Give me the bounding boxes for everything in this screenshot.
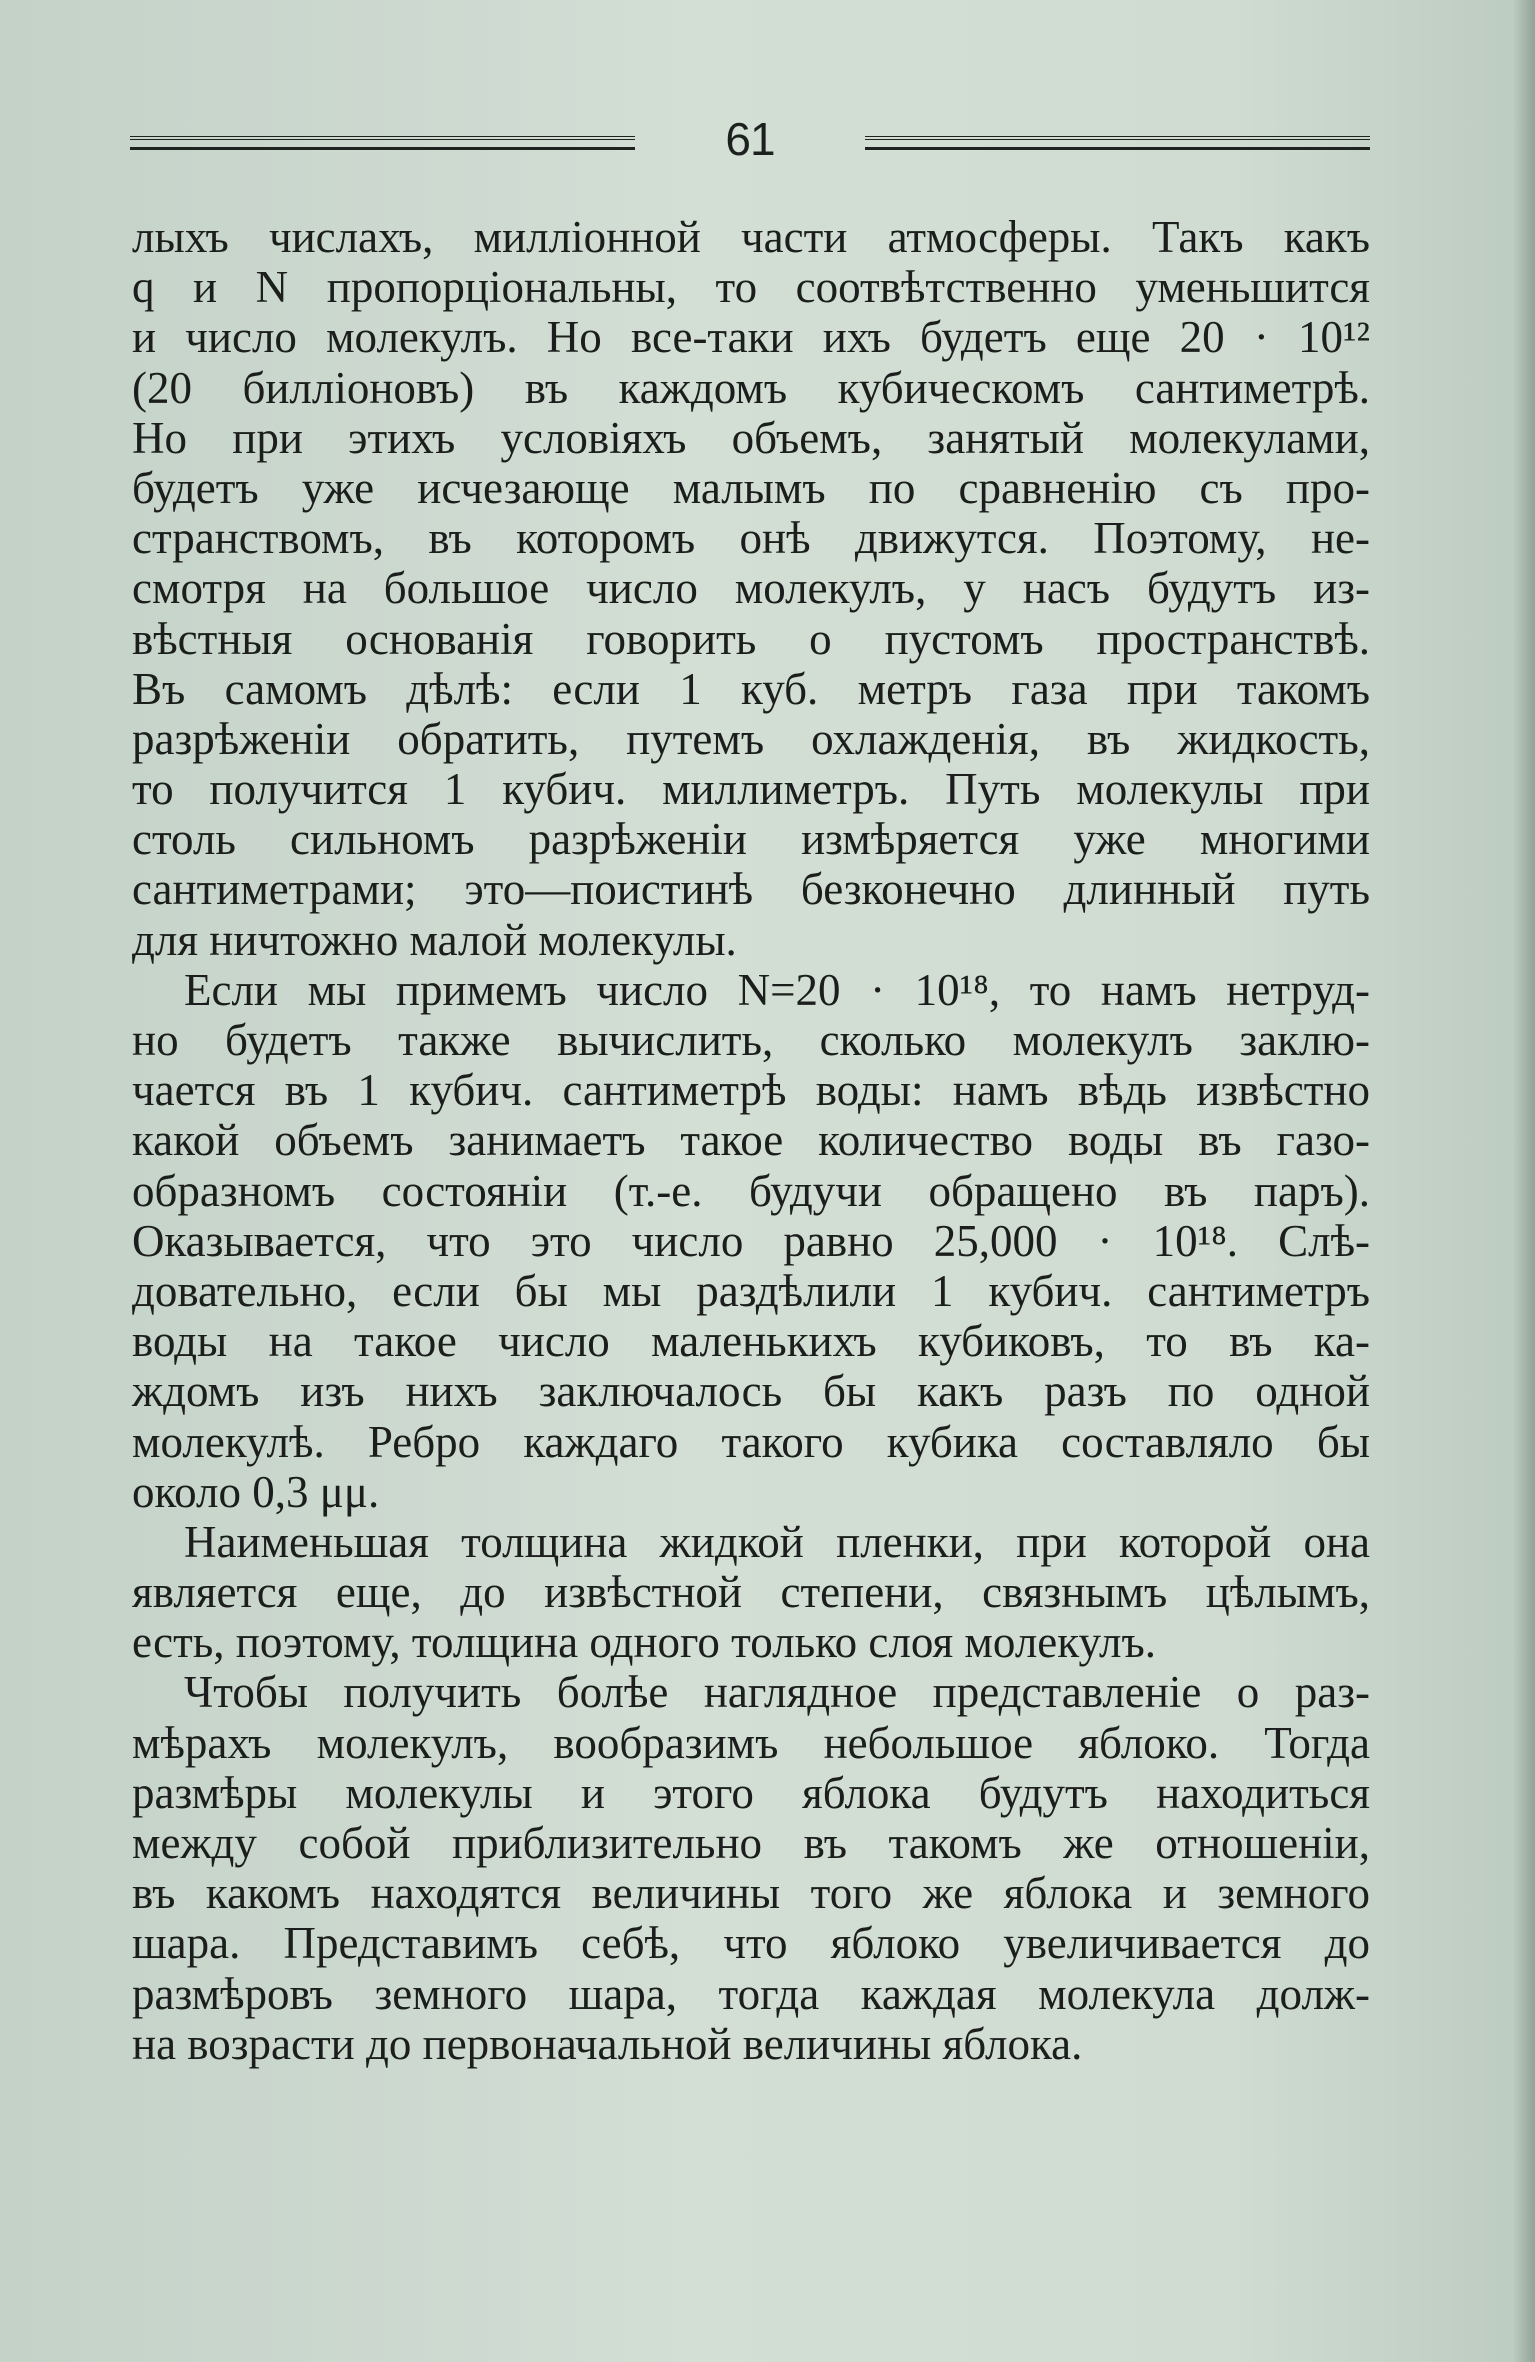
text-line: шара. Представимъ себѣ, что яблоко увеличивается до [132, 1918, 1370, 1969]
text-line: лыхъ числахъ, милліонной части атмосферы. Такъ какъ [132, 212, 1370, 262]
text-line: Наименьшая толщина жидкой пленки, при которой она [184, 1516, 1370, 1567]
page-edge-shadow [1513, 0, 1535, 2362]
text-line: столь сильномъ разрѣженіи измѣряется уже многими [132, 814, 1370, 865]
header-rule-right [865, 136, 1370, 150]
text-line: Въ самомъ дѣлѣ: если 1 куб. метръ газа при такомъ [132, 663, 1370, 714]
text-line: смотря на большое число молекулъ, у насъ будутъ из- [132, 563, 1370, 614]
text-line: молекулѣ. Ребро каждаго такого кубика составляло бы [132, 1416, 1370, 1467]
paragraph-3 [132, 1517, 1370, 1668]
text-line: (20 билліоновъ) въ каждомъ кубическомъ сантиметрѣ. [132, 362, 1370, 413]
text-line: на возрасти до первоначальной величины яблока. [132, 2018, 1083, 2069]
text-line: ждомъ изъ нихъ заключалось бы какъ разъ по одной [132, 1366, 1370, 1417]
text-line: сантиметрами; это—поистинѣ безконечно длинный путь [132, 864, 1370, 915]
text-line: странствомъ, въ которомъ онѣ движутся. Поэтому, не- [132, 513, 1370, 564]
text-line: Чтобы получить болѣе наглядное представленіе о раз- [184, 1667, 1370, 1718]
page-header [130, 112, 1370, 172]
text-line: то получится 1 кубич. миллиметръ. Путь молекулы при [132, 764, 1370, 815]
text-line: воды на такое число маленькихъ кубиковъ, то въ ка- [132, 1316, 1370, 1367]
text-line: какой объемъ занимаетъ такое количество воды въ газо- [132, 1115, 1370, 1166]
header-rule-left [130, 136, 635, 150]
text-line: размѣровъ земного шара, тогда каждая молекула долж- [132, 1968, 1370, 2019]
text-line: Если мы примемъ число N=20 · 10¹⁸, то намъ нетруд- [184, 964, 1370, 1015]
text-line: въ какомъ находятся величины того же яблока и земного [132, 1868, 1370, 1919]
text-line: Но при этихъ условіяхъ объемъ, занятый молекулами, [132, 412, 1370, 463]
text-line: есть, поэтому, толщина одного только слоя молекулъ. [132, 1617, 1156, 1668]
paragraph-4 [132, 1667, 1370, 2069]
text-line: мѣрахъ молекулъ, вообразимъ небольшое яблоко. Тогда [132, 1717, 1370, 1768]
paragraph-2 [132, 965, 1370, 1517]
text-line: будетъ уже исчезающе малымъ по сравненію съ про- [132, 462, 1370, 513]
text-line: образномъ состояніи (т.-е. будучи обращено въ паръ). [132, 1165, 1370, 1216]
page-number: 61 [725, 113, 775, 165]
text-line: но будетъ также вычислить, сколько молекулъ заклю- [132, 1015, 1370, 1065]
text-line: между собой приблизительно въ такомъ же отношеніи, [132, 1818, 1370, 1868]
text-line: является еще, до извѣстной степени, связнымъ цѣлымъ, [132, 1567, 1370, 1618]
text-line: вѣстныя основанія говорить о пустомъ пространствѣ. [132, 613, 1370, 664]
text-line: размѣры молекулы и этого яблока будутъ находиться [132, 1767, 1370, 1818]
text-line: довательно, если бы мы раздѣлили 1 кубич. сантиметръ [132, 1265, 1370, 1316]
text-line: q и N пропорціональны, то соотвѣтственно уменьшится [132, 262, 1370, 313]
text-line: Оказывается, что это число равно 25,000 · 10¹⁸. Слѣ- [132, 1215, 1370, 1266]
text-line: и число молекулъ. Но все-таки ихъ будетъ еще 20 · 10¹² [132, 312, 1370, 363]
text-line: около 0,3 μμ. [132, 1466, 380, 1517]
text-line: разрѣженіи обратить, путемъ охлажденія, въ жидкость, [132, 713, 1370, 764]
text-line: чается въ 1 кубич. сантиметрѣ воды: намъ вѣдь извѣстно [132, 1065, 1370, 1116]
paragraph-1 [132, 212, 1370, 965]
body-text [132, 212, 1370, 2069]
text-line: для ничтожно малой молекулы. [132, 914, 737, 965]
